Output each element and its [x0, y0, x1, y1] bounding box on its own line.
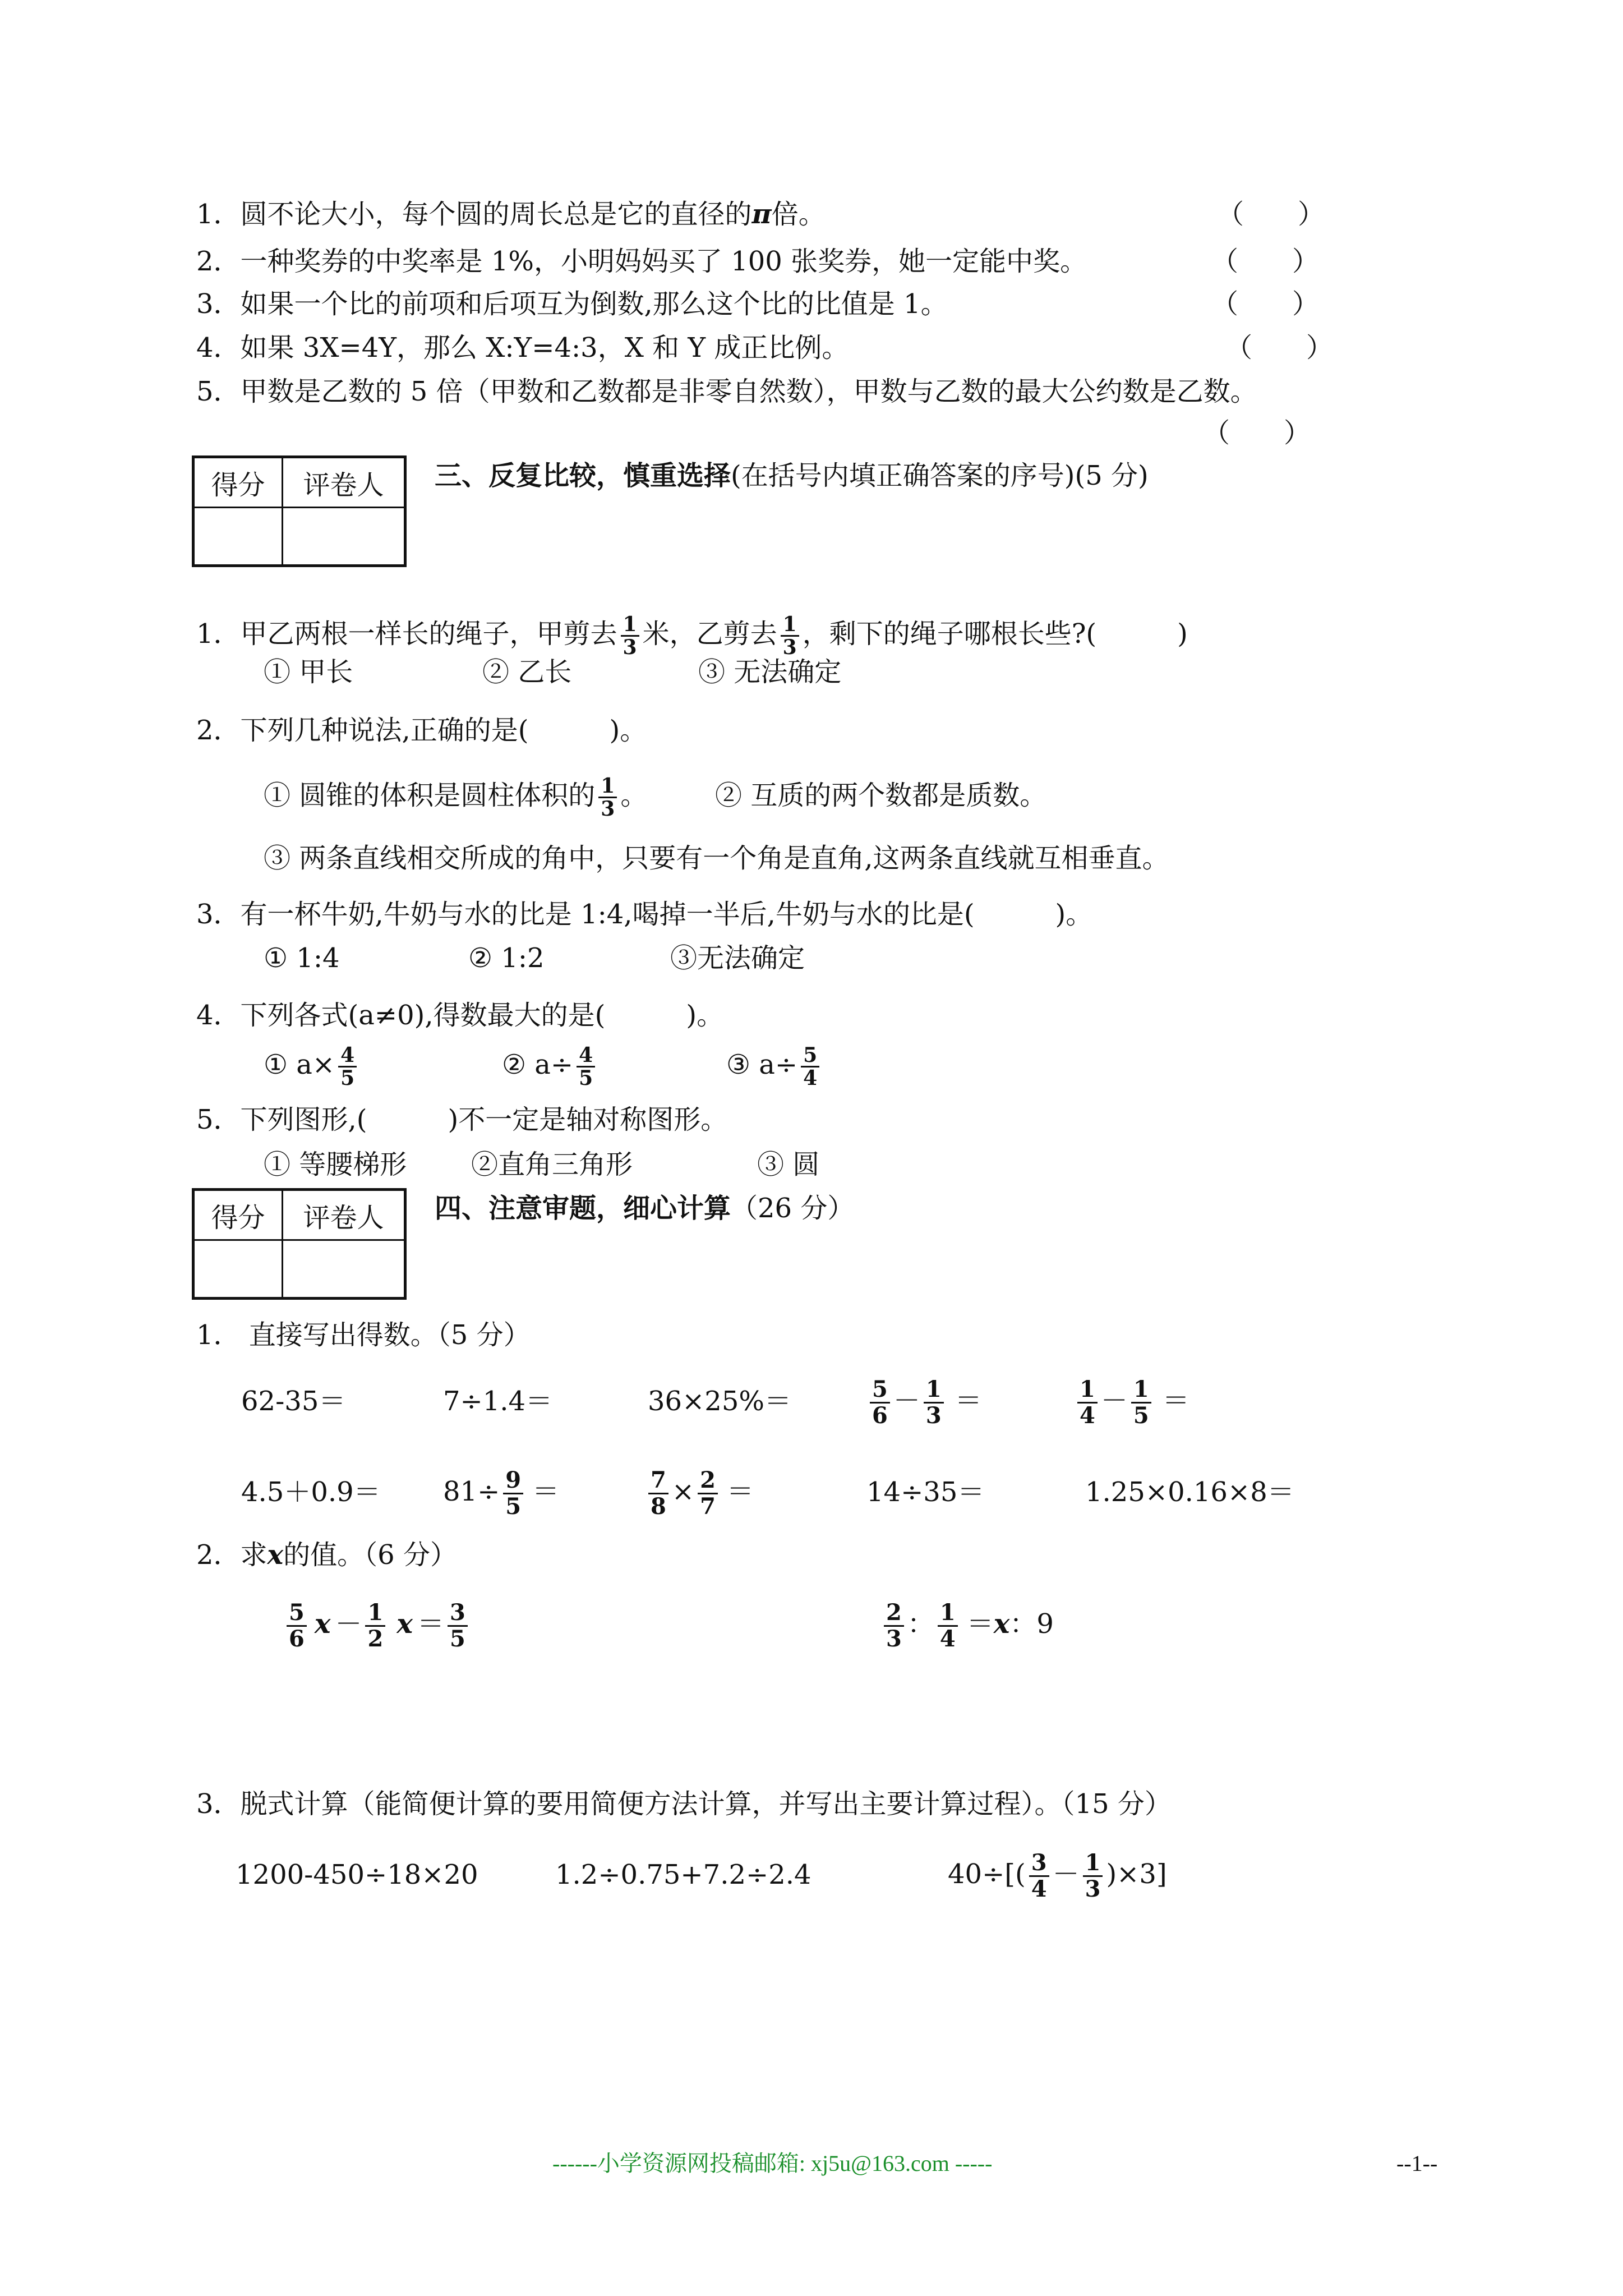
frac-num: 5 [870, 1377, 890, 1404]
frac-den: 5 [1133, 1402, 1149, 1429]
frac-num: 5 [287, 1600, 307, 1627]
judge-item-2: 2．一种奖券的中奖率是 1%，小明妈妈买了 100 张奖券，她一定能中奖。 [196, 246, 1087, 277]
score-cell[interactable] [193, 508, 283, 566]
title-text: 的值。（6 分） [283, 1539, 457, 1571]
equation-2[interactable] [880, 1599, 1054, 1651]
fraction [598, 775, 617, 820]
operator: × [671, 1476, 695, 1507]
frac-den: 3 [1085, 1876, 1101, 1902]
judge-item-4: 4．如果 3X=4Y，那么 X:Y=4:3，X 和 Y 成正比例。 [196, 332, 849, 364]
frac-num: 3 [1029, 1851, 1049, 1877]
score-box [192, 1188, 407, 1300]
frac-den: 4 [1080, 1402, 1095, 1429]
s3-q2-opt2[interactable]: ② 互质的两个数都是质数。 [715, 780, 1047, 811]
frac-num: 1 [1131, 1377, 1151, 1404]
s3-q1-opt3[interactable]: ③ 无法确定 [698, 656, 842, 688]
calc-r1-c[interactable]: 36×25%＝ [648, 1386, 791, 1417]
s3-q4-opt2[interactable] [502, 1042, 598, 1089]
s3-q3-opt1[interactable]: ① 1:4 [264, 942, 340, 974]
variable-x: x [267, 1539, 284, 1571]
fraction [621, 614, 639, 658]
opt-text: ① 圆锥的体积是圆柱体积的 [264, 780, 596, 811]
fraction [698, 1468, 718, 1519]
frac-den: 3 [886, 1626, 902, 1652]
frac-den: 8 [651, 1493, 666, 1520]
fraction [448, 1600, 468, 1651]
opt-text: ③ a÷ [726, 1049, 798, 1080]
frac-num: 5 [801, 1045, 819, 1068]
s3-q5: 5．下列图形,( )不一定是轴对称图形。 [196, 1104, 728, 1135]
variable-x: x [993, 1608, 1010, 1640]
s3-q3-opt3[interactable]: ③无法确定 [670, 942, 805, 974]
ratio-colon: ： [907, 1608, 934, 1640]
calc-expr-3[interactable] [948, 1849, 1167, 1902]
fraction [577, 1045, 595, 1089]
s3-q4-opt3[interactable] [726, 1042, 823, 1089]
s3-q3-opt2[interactable]: ② 1:2 [468, 942, 545, 974]
frac-den: 3 [925, 1402, 942, 1429]
s3-q1-opt2[interactable]: ② 乙长 [482, 656, 572, 688]
section3-note: (在括号内填正确答案的序号)(5 分) [731, 460, 1149, 491]
s3-q1 [196, 611, 1188, 658]
fraction [781, 614, 799, 658]
opt-text: 。 [620, 780, 648, 811]
grader-label: 评卷人 [283, 1190, 405, 1240]
title-text: 2．求 [196, 1539, 268, 1571]
frac-den: 3 [782, 636, 797, 659]
operator: － [1052, 1858, 1080, 1890]
s3-q5-opt2[interactable]: ②直角三角形 [471, 1149, 633, 1180]
frac-num: 1 [365, 1600, 385, 1627]
equals: ＝ [417, 1608, 444, 1640]
frac-num: 9 [503, 1468, 523, 1494]
frac-den: 4 [1031, 1876, 1047, 1902]
fraction [870, 1377, 890, 1428]
equals: ＝ [1162, 1385, 1189, 1416]
s3-q2: 2．下列几种说法,正确的是( )。 [196, 715, 647, 746]
frac-den: 4 [803, 1066, 818, 1090]
fraction [365, 1600, 385, 1651]
score-box [192, 455, 407, 567]
frac-num: 2 [884, 1600, 904, 1627]
operator: － [893, 1385, 920, 1416]
s3-q5-opt1[interactable]: ① 等腰梯形 [264, 1149, 407, 1180]
frac-den: 5 [579, 1066, 593, 1090]
fraction [801, 1045, 819, 1089]
opt-text: ① a× [264, 1049, 335, 1080]
frac-den: 5 [340, 1066, 355, 1090]
s3-q5-opt3[interactable]: ③ 圆 [757, 1149, 820, 1180]
s4-p2-title [196, 1538, 457, 1572]
section4-note: （26 分） [731, 1193, 855, 1224]
frac-num: 1 [781, 614, 799, 637]
answer-paren[interactable]: （ ） [1225, 332, 1334, 364]
calc-r1-e[interactable] [1074, 1375, 1189, 1428]
frac-num: 1 [1077, 1377, 1098, 1404]
s3-q2-opt1[interactable] [264, 773, 647, 820]
fraction [938, 1600, 958, 1651]
frac-den: 3 [623, 636, 637, 659]
frac-num: 4 [338, 1045, 357, 1068]
score-label: 得分 [193, 457, 283, 508]
operator: － [335, 1608, 362, 1640]
ratio-colon: ： [1009, 1608, 1037, 1640]
frac-den: 6 [289, 1626, 305, 1652]
judge-item-3: 3．如果一个比的前项和后项互为倒数,那么这个比的比值是 1。 [196, 288, 948, 320]
calc-r1-a[interactable]: 62-35＝ [241, 1386, 346, 1417]
frac-num: 1 [1083, 1851, 1103, 1877]
calc-r2-a[interactable]: 4.5＋0.9＝ [241, 1476, 381, 1508]
expr-text: )×3] [1106, 1858, 1167, 1890]
frac-den: 2 [367, 1626, 384, 1652]
section4-heading [435, 1191, 854, 1225]
frac-den: 3 [601, 797, 615, 821]
q-text: 1．甲乙两根一样长的绳子，甲剪去 [196, 618, 617, 650]
q-text: ，剩下的绳子哪根长些?( ) [802, 618, 1188, 650]
frac-num: 4 [577, 1045, 595, 1068]
answer-paren[interactable]: （ ） [1217, 199, 1325, 230]
expr-text: 81÷ [443, 1476, 500, 1507]
pi-symbol: π [751, 199, 772, 230]
calc-r1-b[interactable]: 7÷1.4＝ [443, 1386, 553, 1417]
s3-q2-opt3[interactable]: ③ 两条直线相交所成的角中，只要有一个角是直角,这两条直线就互相垂直。 [264, 843, 1169, 874]
frac-num: 1 [924, 1377, 944, 1404]
answer-paren[interactable]: （ ） [1203, 417, 1311, 449]
frac-den: 4 [939, 1626, 956, 1652]
number: 9 [1036, 1608, 1054, 1640]
fraction [287, 1600, 307, 1651]
fraction [884, 1600, 904, 1651]
s4-p1-title: 1． 直接写出得数。（5 分） [196, 1319, 531, 1351]
page-number: --1-- [1396, 2151, 1438, 2176]
equals: ＝ [726, 1476, 754, 1507]
s4-p3-title: 3．脱式计算（能简便计算的要用简便方法计算，并写出主要计算过程）。（15 分） [196, 1788, 1172, 1820]
equals: ＝ [955, 1385, 982, 1416]
calc-r2-c[interactable] [645, 1466, 754, 1519]
judge-text: 倍。 [771, 199, 826, 230]
frac-num: 3 [448, 1600, 468, 1627]
frac-num: 1 [938, 1600, 958, 1627]
calc-r2-e[interactable]: 1.25×0.16×8＝ [1085, 1476, 1294, 1508]
frac-num: 1 [621, 614, 639, 637]
frac-num: 2 [698, 1468, 718, 1494]
grader-label: 评卷人 [283, 457, 405, 508]
equation-1[interactable] [283, 1599, 471, 1651]
s3-q4: 4．下列各式(a≠0),得数最大的是( )。 [196, 1000, 724, 1031]
fraction [1083, 1851, 1103, 1902]
frac-den: 6 [872, 1402, 888, 1429]
score-cell[interactable] [193, 1240, 283, 1299]
judge-item-5: 5．甲数是乙数的 5 倍（甲数和乙数都是非零自然数），甲数与乙数的最大公约数是乙数。 [196, 376, 1257, 407]
grader-cell[interactable] [283, 1240, 405, 1299]
calc-expr-2[interactable]: 1.2÷0.75+7.2÷2.4 [555, 1859, 811, 1890]
section4-title: 四、注意审题，细心计算 [435, 1193, 731, 1224]
score-label: 得分 [193, 1190, 283, 1240]
fraction [648, 1468, 668, 1519]
operator: － [1100, 1385, 1128, 1416]
frac-num: 1 [598, 775, 617, 798]
fraction [1029, 1851, 1049, 1902]
frac-den: 7 [700, 1493, 716, 1520]
equals: ＝ [532, 1476, 560, 1507]
judge-text: 1．圆不论大小，每个圆的周长总是它的直径的 [196, 199, 752, 230]
frac-den: 5 [449, 1626, 465, 1652]
calc-expr-1[interactable]: 1200-450÷18×20 [236, 1859, 478, 1890]
calc-r2-d[interactable]: 14÷35＝ [866, 1476, 985, 1508]
calc-r1-d[interactable] [866, 1375, 982, 1428]
opt-text: ② a÷ [502, 1049, 574, 1080]
calc-r2-b[interactable] [443, 1466, 559, 1519]
section3-heading [435, 459, 1149, 493]
answer-paren[interactable]: （ ） [1211, 288, 1320, 320]
fraction [338, 1045, 357, 1089]
fraction [1077, 1377, 1098, 1428]
grader-cell[interactable] [283, 508, 405, 566]
fraction [1131, 1377, 1151, 1428]
section3-title: 三、反复比较，慎重选择 [435, 460, 731, 491]
s3-q1-opt1[interactable]: ① 甲长 [264, 656, 353, 688]
q-text: 米，乙剪去 [642, 618, 777, 650]
frac-den: 5 [505, 1493, 522, 1520]
answer-paren[interactable]: （ ） [1211, 246, 1320, 277]
frac-num: 7 [648, 1468, 668, 1494]
judge-item-1 [196, 197, 826, 231]
fraction [503, 1468, 523, 1519]
equals: ＝ [966, 1608, 994, 1640]
s3-q4-opt1[interactable] [264, 1042, 360, 1089]
variable-x: x [396, 1608, 413, 1640]
variable-x: x [314, 1608, 331, 1640]
fraction [924, 1377, 944, 1428]
expr-text: 40÷[( [948, 1858, 1026, 1890]
footer-contact: ------小学资源网投稿邮箱: xj5u@163.com ----- [552, 2151, 993, 2176]
s3-q3: 3．有一杯牛奶,牛奶与水的比是 1:4,喝掉一半后,牛奶与水的比是( )。 [196, 899, 1093, 930]
